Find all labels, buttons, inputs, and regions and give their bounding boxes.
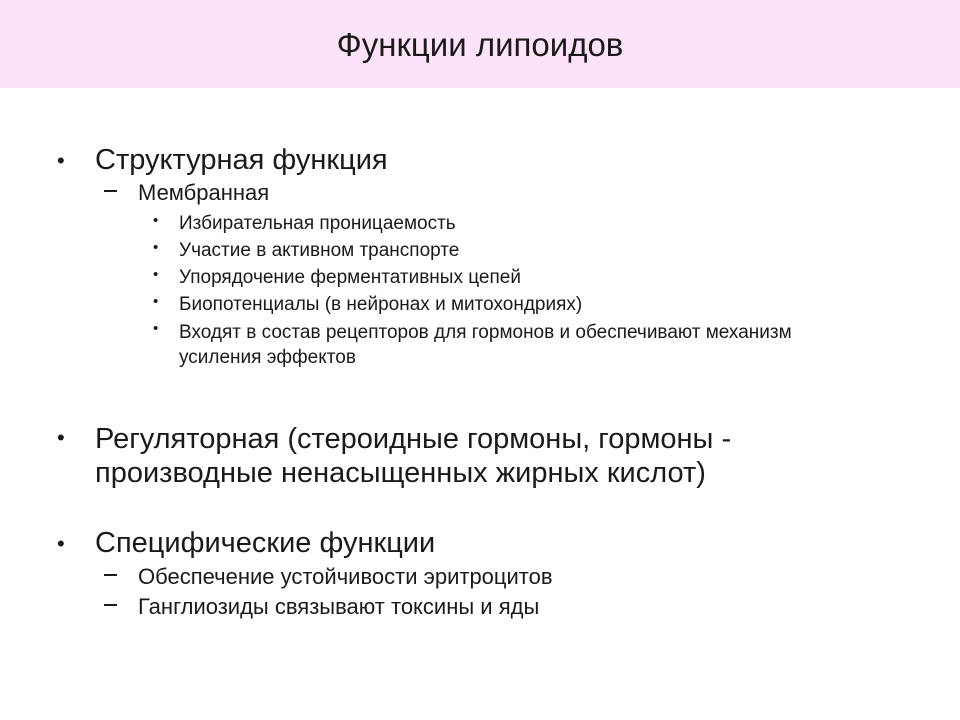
sub-sub-item: Избирательная проницаемость <box>179 213 456 234</box>
dash-icon <box>104 604 117 606</box>
dash-icon <box>104 574 117 576</box>
sub-sub-item: Биопотенциалы (в нейронах и митохондриях) <box>179 294 583 315</box>
sub-item-erythrocytes: Обеспечение устойчивости эритроцитов <box>138 564 553 589</box>
bullet-icon: • <box>153 293 159 310</box>
bullet-icon: • <box>153 320 159 337</box>
sub-item-gangliosides: Ганглиозиды связывают токсины и яды <box>138 594 540 619</box>
bullet-icon: • <box>153 239 159 256</box>
dash-icon <box>104 190 117 192</box>
bullet-icon: • <box>57 531 65 556</box>
bullet-regulatory: Регуляторная (стероидные гормоны, гормоны - производные ненасыщенных жирных кислот) <box>95 423 732 489</box>
bullet-icon: • <box>153 212 159 229</box>
bullet-icon: • <box>57 425 65 450</box>
bullet-specific: Специфические функции <box>95 527 436 559</box>
sub-sub-item: Участие в активном транспорте <box>179 240 460 261</box>
bullet-icon: • <box>57 148 65 173</box>
sub-sub-item: Упорядочение ферментативных цепей <box>179 267 521 288</box>
bullet-structural: Структурная функция <box>95 144 388 176</box>
slide-title: Функции липоидов <box>336 26 624 63</box>
sub-sub-item: Входят в состав рецепторов для гормонов и обеспечивают механизм усиления эффектов <box>179 322 792 368</box>
bullet-icon: • <box>153 266 159 283</box>
sub-item-membrane: Мембранная <box>138 180 270 205</box>
